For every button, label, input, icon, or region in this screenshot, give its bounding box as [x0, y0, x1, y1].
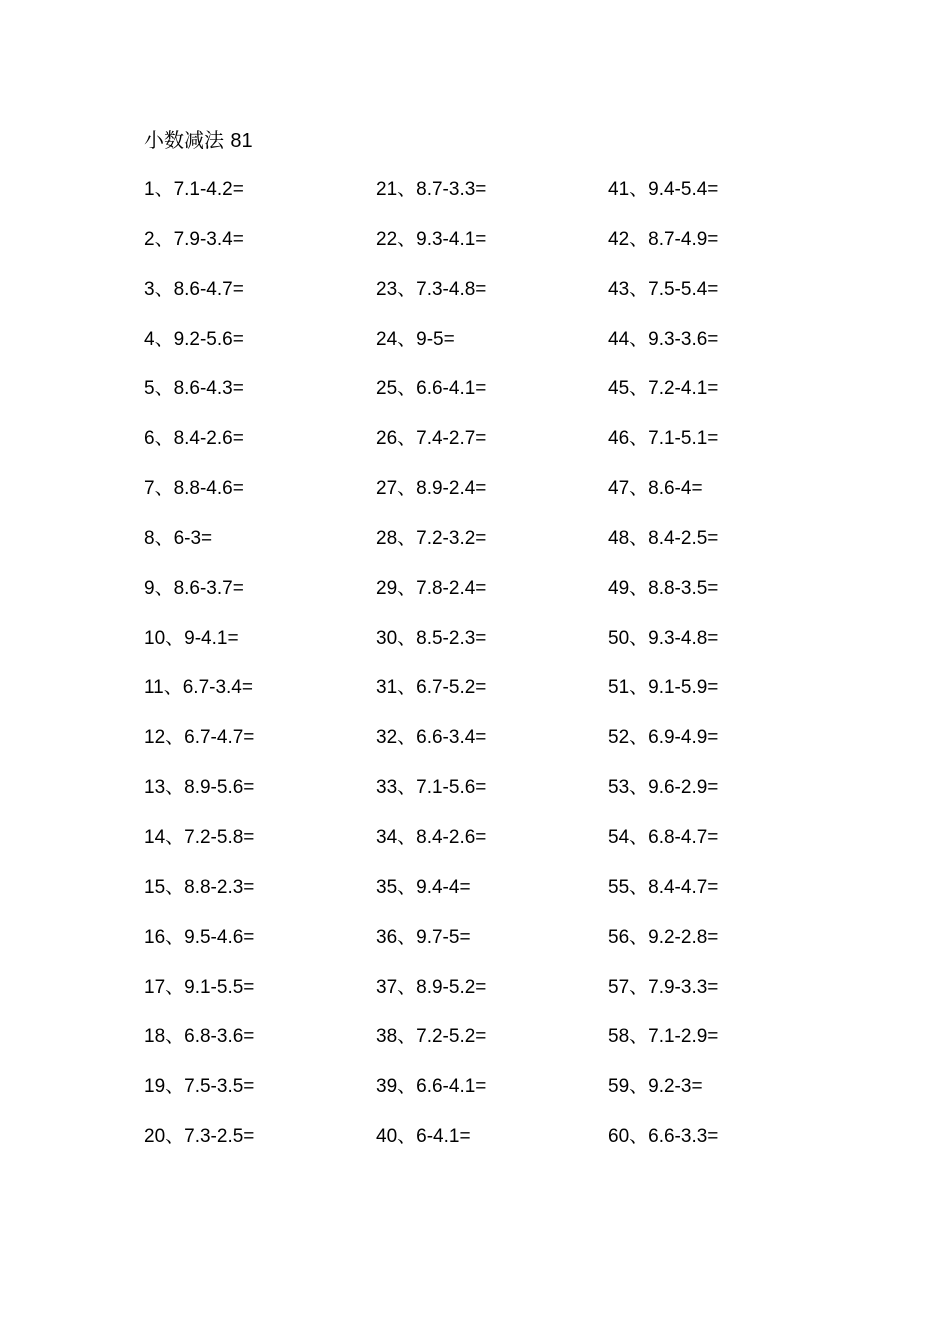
problem-item: 7、8.8-4.6= — [144, 478, 244, 500]
problem-item: 14、7.2-5.8= — [144, 826, 255, 848]
problem-item: 39、6.6-4.1= — [376, 1076, 487, 1098]
problem-item: 2、7.9-3.4= — [144, 228, 244, 250]
problem-item: 30、8.5-2.3= — [376, 627, 487, 649]
problem-item: 56、9.2-2.8= — [608, 926, 719, 948]
problem-item: 36、9.7-5= — [376, 926, 471, 948]
problem-item: 17、9.1-5.5= — [144, 976, 255, 998]
problem-item: 20、7.3-2.5= — [144, 1126, 255, 1148]
problem-item: 28、7.2-3.2= — [376, 527, 487, 549]
problem-item: 52、6.9-4.9= — [608, 727, 719, 749]
problem-item: 25、6.6-4.1= — [376, 378, 487, 400]
problem-item: 54、6.8-4.7= — [608, 826, 719, 848]
problem-item: 48、8.4-2.5= — [608, 527, 719, 549]
problem-item: 49、8.8-3.5= — [608, 577, 719, 599]
problem-item: 24、9-5= — [376, 328, 455, 350]
problem-item: 35、9.4-4= — [376, 876, 471, 898]
problem-item: 13、8.9-5.6= — [144, 777, 255, 799]
problem-item: 18、6.8-3.6= — [144, 1026, 255, 1048]
problem-item: 44、9.3-3.6= — [608, 328, 719, 350]
title-text: 小数减法 — [144, 128, 224, 152]
problem-item: 23、7.3-4.8= — [376, 278, 487, 300]
problem-item: 10、9-4.1= — [144, 627, 239, 649]
problem-item: 55、8.4-4.7= — [608, 876, 719, 898]
problem-item: 12、6.7-4.7= — [144, 727, 255, 749]
problem-item: 53、9.6-2.9= — [608, 777, 719, 799]
problem-item: 37、8.9-5.2= — [376, 976, 487, 998]
problem-item: 51、9.1-5.9= — [608, 677, 719, 699]
problem-item: 43、7.5-5.4= — [608, 278, 719, 300]
problem-item: 58、7.1-2.9= — [608, 1026, 719, 1048]
problem-item: 33、7.1-5.6= — [376, 777, 487, 799]
problem-item: 38、7.2-5.2= — [376, 1026, 487, 1048]
problem-item: 26、7.4-2.7= — [376, 428, 487, 450]
problem-column-3 — [608, 177, 838, 1174]
problem-item: 29、7.8-2.4= — [376, 577, 487, 599]
problem-item: 60、6.6-3.3= — [608, 1126, 719, 1148]
problem-column-2 — [376, 177, 606, 1174]
problem-item: 11、6.7-3.4= — [144, 677, 253, 699]
problem-item: 59、9.2-3= — [608, 1076, 703, 1098]
problem-column-1 — [144, 177, 374, 1174]
problem-item: 6、8.4-2.6= — [144, 428, 244, 450]
problem-item: 4、9.2-5.6= — [144, 328, 244, 350]
problem-item: 8、6-3= — [144, 527, 213, 549]
problem-item: 3、8.6-4.7= — [144, 278, 244, 300]
problem-item: 27、8.9-2.4= — [376, 478, 487, 500]
problem-item: 50、9.3-4.8= — [608, 627, 719, 649]
problem-item: 34、8.4-2.6= — [376, 826, 487, 848]
problem-item: 47、8.6-4= — [608, 478, 703, 500]
problem-item: 40、6-4.1= — [376, 1126, 471, 1148]
problem-item: 22、9.3-4.1= — [376, 228, 487, 250]
problem-item: 41、9.4-5.4= — [608, 179, 719, 200]
problem-item: 42、8.7-4.9= — [608, 228, 719, 250]
problem-item: 19、7.5-3.5= — [144, 1076, 255, 1098]
problem-item: 1、7.1-4.2= — [144, 179, 244, 200]
problem-item: 16、9.5-4.6= — [144, 926, 255, 948]
problem-item: 31、6.7-5.2= — [376, 677, 487, 699]
problem-item: 46、7.1-5.1= — [608, 428, 719, 450]
problem-item: 45、7.2-4.1= — [608, 378, 719, 400]
problem-item: 32、6.6-3.4= — [376, 727, 487, 749]
problem-item: 9、8.6-3.7= — [144, 577, 244, 599]
problem-item: 15、8.8-2.3= — [144, 876, 255, 898]
problem-item: 5、8.6-4.3= — [144, 378, 244, 400]
title-number: 81 — [230, 130, 253, 152]
problem-item: 57、7.9-3.3= — [608, 976, 719, 998]
problem-item: 21、8.7-3.3= — [376, 179, 487, 200]
